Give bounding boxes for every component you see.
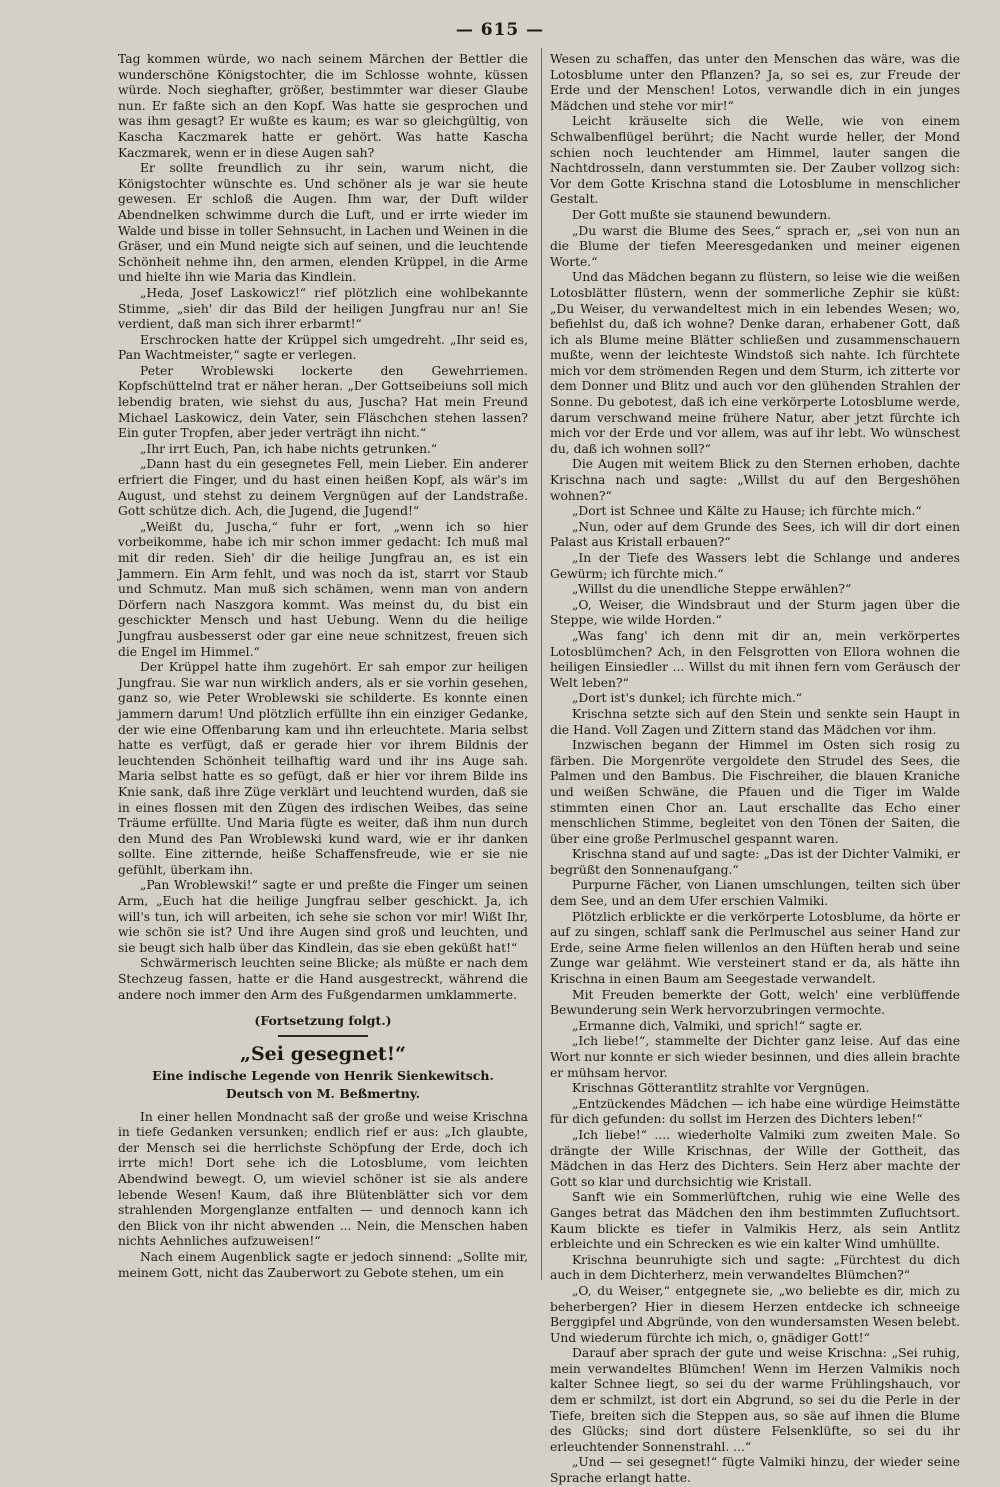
paragraph: Nach einem Augenblick sagte er jedoch sinnend: „Sollte mir, meinem Gott, nicht das Zauberwort zu Gebote stehen, um ein <box>118 1249 528 1280</box>
paragraph: Krischna stand auf und sagte: „Das ist der Dichter Valmiki, er begrüßt den Sonnenaufgang.“ <box>550 847 960 877</box>
paragraph: „O, du Weiser,“ entgegnete sie, „wo beliebte es dir, mich zu beherbergen? Hier in diesem Herzen entdecke ich schneeige Berggipfel und Abgründe, von den wundersamsten Wesen belebt. Und wiederum fürchte ich mich, o, gnädiger Gott!“ <box>550 1283 960 1345</box>
paragraph: „Was fang' ich denn mit dir an, mein verkörpertes Lotosblümchen? Ach, in den Felsgrotten von Ellora wohnen die heiligen Einsiedler ... Willst du mit ihnen fern vom Geräusch der Welt leben?“ <box>550 628 960 690</box>
paragraph: Leicht kräuselte sich die Welle, wie von einem Schwalbenflügel berührt; die Nacht wurde heller, der Mond schien noch leuchtender am Himmel, lauter sangen die Nachtdrosseln, dann verstummten sie. Der Zauber vollzog sich: Vor dem Gotte Krischna stand die Lotosblume in menschlicher Gestalt. <box>550 114 960 207</box>
paragraph: Plötzlich erblickte er die verkörperte Lotosblume, da hörte er auf zu singen, schlaff sank die Perlmuschel aus seiner Hand zur Erde, seine Arme fielen willenlos an den Hüften herab und seine Zunge war gelähmt. Wie versteinert stand er da, als hätte ihn Krischna in einen Baum am Seegestade verwandelt. <box>550 909 960 987</box>
paragraph: Inzwischen begann der Himmel im Osten sich rosig zu färben. Die Morgenröte vergoldete den Strudel des Sees, die Palmen und den Bambus. Die Fischreiher, die blauen Kraniche und weißen Schwäne, die Pfauen und die Tiger im Walde stimmten einen Chor an. Laut erschallte das Echo einer menschlichen Stimme, begleitet von den Tönen der Saiten, die über eine große Perlmuschel gespannt waren. <box>550 738 960 846</box>
paragraph: „Heda, Josef Laskowicz!“ rief plötzlich eine wohlbekannte Stimme, „sieh' dir das Bild der heiligen Jungfrau nur an! Sie verdient, daß man sich ihrer erbarmt!“ <box>118 285 528 332</box>
paragraph: „In der Tiefe des Wassers lebt die Schlange und anderes Gewürm; ich fürchte mich.“ <box>550 551 960 581</box>
paragraph: „Dort ist's dunkel; ich fürchte mich.“ <box>572 691 803 706</box>
paragraph: Krischnas Götterantlitz strahlte vor Vergnügen. <box>572 1081 870 1096</box>
paragraph: „O, Weiser, die Windsbraut und der Sturm jagen über die Steppe, wie wilde Horden.“ <box>550 597 960 628</box>
paragraph: „Pan Wroblewski!“ sagte er und preßte die Finger um seinen Arm, „Euch hat die heilige Jungfrau selber geschickt. Ja, ich will's tun, ich will arbeiten, ich sehe sie schon vor mir! Wißt Ihr, wie schön sie ist? Und ihre Augen sind groß und leuchten, und sie beugt sich halb über das Kindlein, das sie eben geküßt hat!“ <box>118 878 528 955</box>
paragraph: Sanft wie ein Sommerlüftchen, ruhig wie eine Welle des Ganges betrat das Mädchen den ihm bestimmten Zufluchtsort. Kaum blickte es tiefer in Valmikis Herz, als sein Antlitz erbleichte und ein Schrecken es wie ein kalter Wind umhüllte. <box>550 1190 960 1252</box>
paragraph: Purpurne Fächer, von Lianen umschlungen, teilten sich über dem See, und an dem Ufer erschien Valmiki. <box>550 878 960 909</box>
paragraph: Und das Mädchen begann zu flüstern, so leise wie die weißen Lotosblätter flüstern, wenn der sommerliche Zephir sie küßt: „Du Weiser, du verwandeltest mich in ein lebendes Wesen; wo, befiehlst du, daß ich wohne? Denke daran, erhabener Gott, daß ich als Blume meine Blätter schließen und zusammenschauern mußte, wenn der leichteste Windstoß sich nahte. Ich fürchtete mich vor dem strömenden Regen und dem Sturm, ich zitterte vor dem Donner und Blitz und auch vor den glühenden Strahlen der Sonne. Du gebotest, daß ich eine verkörperte Lotosblume werde, darum verschwand meine frühere Natur, aber jetzt fürchte ich mich vor der Erde und vor allem, was auf ihr lebt. Wo wünschest du, daß ich wohnen soll?“ <box>550 270 960 456</box>
paragraph: Krischna setzte sich auf den Stein und senkte sein Haupt in die Hand. Voll Zagen und Zittern stand das Mädchen vor ihm. <box>550 706 960 737</box>
paragraph: „Willst du die unendliche Steppe erwählen?“ <box>572 582 852 597</box>
to-be-continued-note: (Fortsetzung folgt.) <box>254 1013 392 1029</box>
right-column <box>550 52 960 1486</box>
paragraph: „Dann hast du ein gesegnetes Fell, mein Lieber. Ein anderer erfriert die Finger, und du hast einen heißen Kopf, als wär's im August, und stehst zu deinem Vergnügen auf der Landstraße. Gott schütze dich. Ach, die Jugend, die Jugend!“ <box>118 457 528 519</box>
paragraph: In einer hellen Mondnacht saß der große und weise Krischna in tiefe Gedanken versunken; endlich rief er aus: „Ich glaubte, der Mensch sei die herrlichste Schöpfung der Erde, doch ich irrte mich! Dort sehe ich die Lotosblume, vom leichten Abendwind bewegt. O, um wieviel schöner ist sie als andere lebende Wesen! Kaum, daß ihre Blütenblätter sich vor dem strahlenden Morgenglanze entfalten — und dennoch kann ich den Blick von ihr nicht abwenden ... Nein, die Menschen haben nichts Aehnliches aufzuweisen!“ <box>118 1109 528 1249</box>
paragraph: Der Gott mußte sie staunend bewundern. <box>572 207 832 222</box>
paragraph: Wesen zu schaffen, das unter den Menschen das wäre, was die Lotosblume unter den Pflanzen? Ja, so sei es, zur Freude der Erde und der Menschen! Lotos, verwandle dich in ein junges Mädchen und stehe vor mir!“ <box>550 52 960 113</box>
left-column <box>118 52 528 1292</box>
paragraph: „Nun, oder auf dem Grunde des Sees, ich will dir dort einen Palast aus Kristall erbauen?“ <box>550 519 960 550</box>
paragraph: Krischna beunruhigte sich und sagte: „Fürchtest du dich auch in dem Dichterherz, mein verwandeltes Blümchen?“ <box>550 1252 960 1283</box>
paragraph: Mit Freuden bemerkte der Gott, welch' eine verblüffende Bewunderung sein Werk hervorzubringen vermochte. <box>550 987 960 1018</box>
paragraph: Die Augen mit weitem Blick zu den Sternen erhoben, dachte Krischna nach und sagte: „Willst du auf den Bergeshöhen wohnen?“ <box>550 457 960 503</box>
paragraph: „Ihr irrt Euch, Pan, ich habe nichts getrunken.“ <box>140 441 438 456</box>
paragraph: Peter Wroblewski lockerte den Gewehrriemen. Kopfschüttelnd trat er näher heran. „Der Gottseibeiuns soll mich lebendig braten, wie siehst du aus, Juscha? Hat mein Freund Michael Laskowicz, dein Vater, sein Fläschchen stehen lassen? Ein guter Tropfen, aber jeder verträgt ihn nicht.“ <box>118 363 528 441</box>
paragraph: Darauf aber sprach der gute und weise Krischna: „Sei ruhig, mein verwandeltes Blümchen! Wenn im Herzen Valmikis noch kalter Schnee liegt, so sei du der warme Frühlingshauch, vor dem er schmilzt, ist dort ein Abgrund, so sei du die Perle in der Tiefe, breiten sich die Steppen aus, so säe auf ihnen die Blume des Glücks; sind dort düstere Felsenklüfte, so sei du ihr erleuchtender Sonnenstrahl. ...“ <box>550 1346 960 1454</box>
paragraph: Der Krüppel hatte ihm zugehört. Er sah empor zur heiligen Jungfrau. Sie war nun wirklich anders, als er sie vorhin gesehen, ganz so, wie Peter Wroblewski sie schilderte. Es konnte einen jammern darum! Und plötzlich erfüllte ihn ein einziger Gedanke, der wie eine Offenbarung kam und ihn erleuchtete. Maria selbst hatte es verfügt, daß er gerade hier vor ihrem Bildnis der leuchtenden Schönheit teilhaftig ward und ihr ins Auge sah. Maria selbst hatte es so gefügt, daß er hier vor ihrem Bilde ins Knie sank, daß ihre Züge verklärt und leuchtend wurden, daß sie in eines flossen mit den Zügen des irdischen Weibes, das seine Träume erfüllte. Und Maria fügte es weiter, daß ihm nun durch den Mund des Pan Wroblewski kund ward, wie er ihr danken sollte. Eine zitternde, heiße Schaffensfreude, wie er sie nie gefühlt, überkam ihn. <box>118 660 528 877</box>
paragraph: „Dort ist Schnee und Kälte zu Hause; ich fürchte mich.“ <box>572 504 922 519</box>
paragraph: Schwärmerisch leuchten seine Blicke; als müßte er nach dem Stechzeug fassen, hatte er die Hand ausgestreckt, während die andere noch immer den Arm des Fußgendarmen umklammerte. <box>118 956 528 1002</box>
page-number: — 615 — <box>455 20 545 40</box>
paragraph: „Ermanne dich, Valmiki, und sprich!“ sagte er. <box>572 1018 863 1033</box>
paragraph: Erschrocken hatte der Krüppel sich umgedreht. „Ihr seid es, Pan Wachtmeister,“ sagte er verlegen. <box>118 332 528 363</box>
paragraph: „Ich liebe!“, stammelte der Dichter ganz leise. Auf das eine Wort nur konnte er sich wieder besinnen, und dies allein brachte er mühsam hervor. <box>550 1034 960 1080</box>
paragraph: „Und — sei gesegnet!“ fügte Valmiki hinzu, der wieder seine Sprache erlangt hatte. <box>550 1455 960 1486</box>
paragraph: „Weißt du, Juscha,“ fuhr er fort, „wenn ich so hier vorbeikomme, habe ich mir schon immer gedacht: Ich muß mal mit dir reden. Sieh' dir die heilige Jungfrau an, es ist ein Jammern. Ein Arm fehlt, und was noch da ist, starrt vor Staub und Schmutz. Man muß sich schämen, wenn man von andern Dörfern nach Naszgora kommt. Was meinst du, du bist ein geschickter Mensch und hast Uebung. Wenn du die heilige Jungfrau ausbesserst oder gar eine neue schnitzest, freuen sich die Engel im Himmel.“ <box>118 519 528 659</box>
paragraph: Tag kommen würde, wo nach seinem Märchen der Bettler die wunderschöne Königstochter, die im Schlosse wohnte, küssen würde. Noch sieghafter, größer, bestimmter war dieser Glaube nun. Er faßte sich an den Kopf. Was hatte sie gesprochen und was ihm gesagt? Er wußte es kaum; es war so gleichgültig, von Kascha Kaczmarek hatte er gehört. Was hatte Kascha Kaczmarek, wenn er in diese Augen sah? <box>118 52 528 160</box>
story-title: „Sei gesegnet!“ <box>240 1042 406 1065</box>
paragraph: „Entzückendes Mädchen — ich habe eine würdige Heimstätte für dich gefunden: du sollst im Herzen des Dichters leben!“ <box>550 1096 960 1127</box>
paragraph: „Du warst die Blume des Sees,“ sprach er, „sei von nun an die Blume der tiefen Meeresgedanken und meiner eigenen Worte.“ <box>550 223 960 269</box>
paragraph: „Ich liebe!“ .... wiederholte Valmiki zum zweiten Male. So drängte der Wille Krischnas, der Wille der Gottheit, das Mädchen in das Herz des Dichters. Sein Herz aber machte der Gott so klar und durchsichtig wie Kristall. <box>550 1127 960 1189</box>
paragraph: Er sollte freundlich zu ihr sein, warum nicht, die Königstochter wünschte es. Und schöner als je war sie heute gewesen. Er schloß die Augen. Ihm war, der Duft wilder Abendnelken schwimme durch die Luft, und er irrte wieder im Walde und bisse in toller Sehnsucht, in Lachen und Weinen in die Gräser, und ein Mund neigte sich auf seinen, und die leuchtende Schönheit nehme ihn, den armen, elenden Krüppel, in die Arme und hielte ihn wie Maria das Kindlein. <box>118 161 528 285</box>
column-rule <box>541 48 542 1280</box>
story-translator: Deutsch von M. Beßmertny. <box>225 1086 421 1101</box>
story-body-start <box>118 1110 528 1282</box>
serial-continuation <box>118 52 528 1003</box>
section-divider <box>278 1035 368 1037</box>
story-subtitle: Eine indische Legende von Henrik Sienkewitsch. <box>152 1068 494 1084</box>
